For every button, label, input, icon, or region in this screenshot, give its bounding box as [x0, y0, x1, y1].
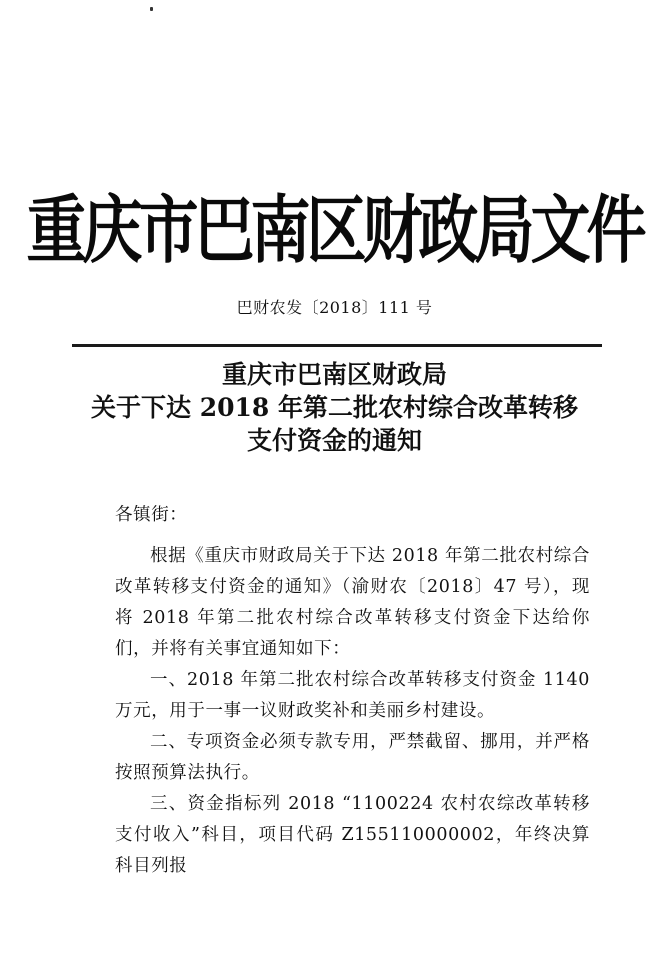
notice-title: [0, 358, 669, 457]
paragraph-item-3: 三、资金指标列 2018 “1100224 农村农综改革转移支付收入”科目，项目代码 Z155110000002，年终决算科目列报: [115, 794, 590, 876]
document-number: 巴财农发〔2018〕111 号: [236, 298, 433, 317]
paragraph-intro: 根据《重庆市财政局关于下达 2018 年第二批农村综合改革转移支付资金的通知》（渝财农〔2018〕47 号），现将 2018 年第二批农村综合改革转移支付资金下达给你们，并将有关事宜通知如下：: [115, 546, 590, 659]
paragraph-item-2: 二、专项资金必须专款专用，严禁截留、挪用，并严格按照预算法执行。: [115, 732, 590, 783]
header-rule: [72, 344, 602, 347]
notice-title-line-3: 支付资金的通知: [246, 426, 422, 455]
scan-speck: [150, 7, 153, 11]
salutation: 各镇街：: [115, 505, 188, 525]
paragraph-item-1: 一、2018 年第二批农村综合改革转移支付资金 1140 万元，用于一事一议财政奖补和美丽乡村建设。: [115, 670, 590, 721]
notice-body: [115, 500, 590, 882]
notice-title-line-2: 关于下达 2018 年第二批农村综合改革转移: [91, 393, 578, 422]
agency-title: 重庆市巴南区财政局文件: [26, 188, 643, 274]
notice-title-line-1: 重庆市巴南区财政局: [221, 360, 447, 389]
